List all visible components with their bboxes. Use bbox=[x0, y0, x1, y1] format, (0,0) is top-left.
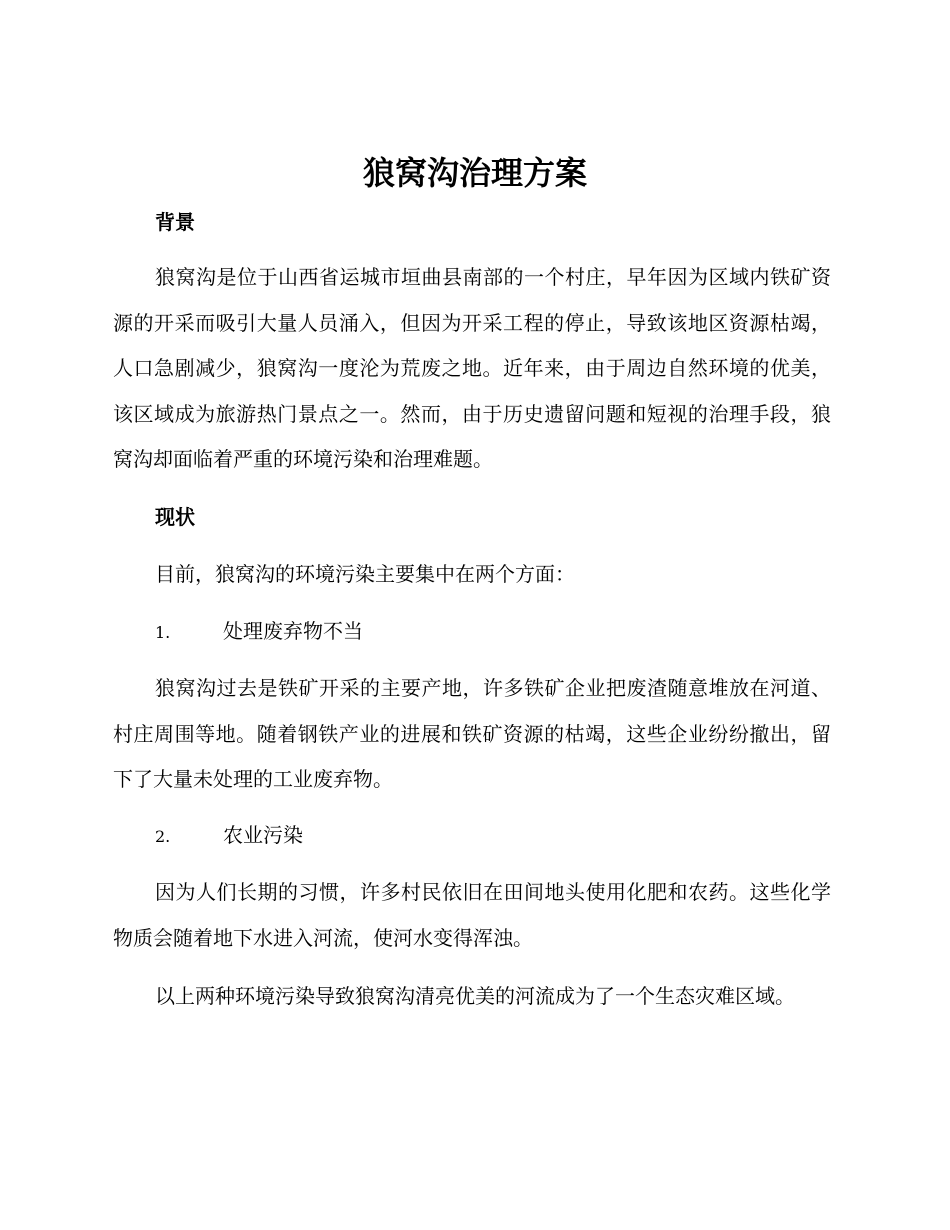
list-item-1 bbox=[155, 616, 363, 648]
waste-paragraph: 狼窝沟过去是铁矿开采的主要产地，许多铁矿企业把废渣随意堆放在河道、村庄周围等地。随着钢铁产业的进展和铁矿资源的枯竭，这些企业纷纷撤出，留下了大量未处理的工业废弃物。 bbox=[113, 676, 831, 791]
list-label: 处理废弃物不当 bbox=[223, 619, 363, 643]
section-heading-status: 现状 bbox=[155, 505, 195, 529]
list-number: 1. bbox=[155, 623, 171, 642]
document-title: 狼窝沟治理方案 bbox=[362, 154, 587, 192]
background-paragraph: 狼窝沟是位于山西省运城市垣曲县南部的一个村庄，早年因为区域内铁矿资源的开采而吸引大量人员涌入，但因为开采工程的停止，导致该地区资源枯竭，人口急剧减少，狼窝沟一度沦为荒废之地。近年来，由于周边自然环境的优美，该区域成为旅游热门景点之一。然而，由于历史遗留问题和短视的治理手段，狼窝沟却面临着严重的环境污染和治理难题。 bbox=[113, 265, 831, 471]
status-intro: 目前，狼窝沟的环境污染主要集中在两个方面： bbox=[155, 562, 575, 586]
list-number: 2. bbox=[155, 827, 171, 846]
agriculture-paragraph: 因为人们长期的习惯，许多村民依旧在田间地头使用化肥和农药。这些化学物质会随着地下水进入河流，使河水变得浑浊。 bbox=[113, 880, 831, 950]
list-label: 农业污染 bbox=[223, 823, 303, 847]
section-heading-background: 背景 bbox=[155, 210, 195, 234]
list-item-2 bbox=[155, 820, 303, 852]
conclusion-paragraph: 以上两种环境污染导致狼窝沟清亮优美的河流成为了一个生态灾难区域。 bbox=[155, 984, 795, 1008]
